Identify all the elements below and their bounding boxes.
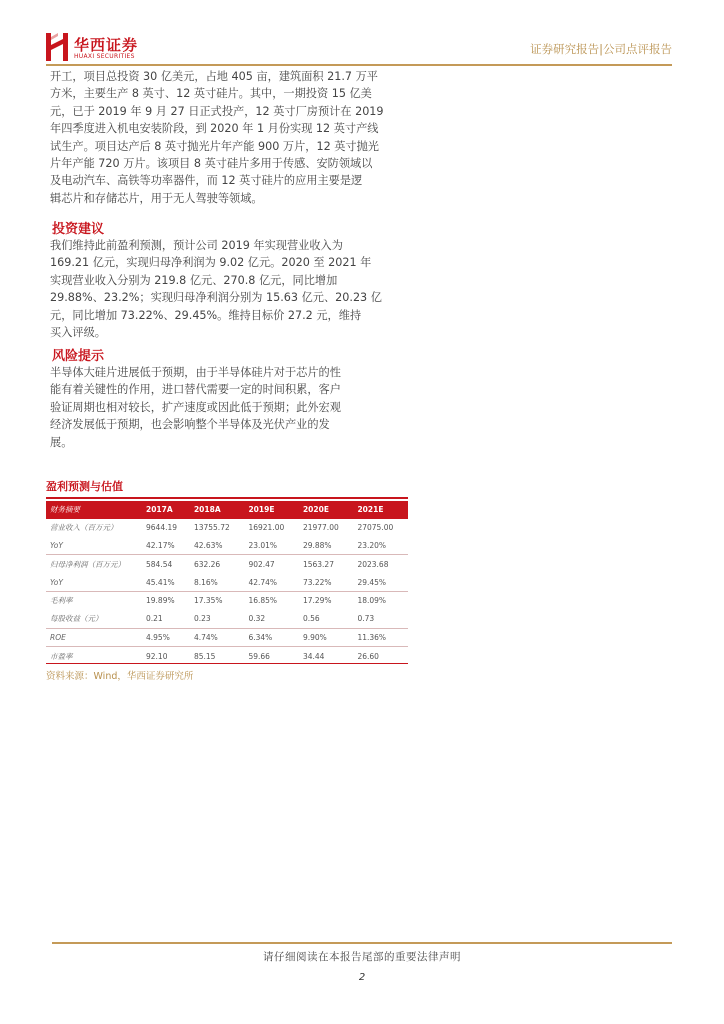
text-line: 29.88%、23.2%；实现归母净利润分别为 15.63 亿元、20.23 亿	[50, 291, 382, 305]
table-row	[46, 591, 408, 609]
table-cell: 0.56	[302, 614, 320, 624]
text-line: 能有着关键性的作用，进口替代需要一定的时间积累，客户	[50, 383, 341, 397]
table-cell: 29.45%	[357, 577, 387, 587]
investment-paragraph	[50, 237, 408, 341]
text-line: 元，同比增加 73.22%、29.45%。维持目标价 27.2 元，维持	[50, 308, 362, 322]
footer-disclaimer: 请仔细阅读在本报告尾部的重要法律声明	[263, 951, 461, 963]
table-header-cell: 2020E	[299, 501, 354, 519]
table-cell: 21977.00	[302, 523, 339, 533]
company-logo	[46, 33, 156, 63]
table-header-cell: 2017A	[142, 501, 190, 519]
forecast-table	[46, 501, 408, 665]
text-line: 经济发展低于预期，也会影响整个半导体及光伏产业的发	[50, 418, 330, 432]
table-header-cell: 财务摘要	[46, 501, 142, 519]
table-header-row	[46, 501, 408, 519]
logo-chinese-name: 华西证券	[74, 36, 139, 54]
row-label: 毛利率	[46, 591, 142, 609]
text-line: 开工，项目总投资 30 亿美元，占地 405 亩，建筑面积 21.7 万平	[50, 70, 378, 83]
table-cell: 23.01%	[248, 540, 278, 550]
table-cell: 4.74%	[190, 628, 245, 647]
table-row	[46, 610, 408, 628]
table-cell: 19.89%	[142, 591, 190, 609]
table-header-cell: 2018A	[190, 501, 245, 519]
row-label: YoY	[50, 577, 63, 587]
text-line: 买入评级。	[50, 326, 106, 340]
table-header-cell: 2021E	[353, 501, 408, 519]
text-line: 169.21 亿元，实现归母净利润为 9.02 亿元。2020 至 2021 年	[50, 256, 372, 270]
table-cell: 4.95%	[142, 628, 190, 647]
table-cell: 18.09%	[353, 591, 408, 609]
table-cell: 59.66	[244, 647, 299, 665]
table-row	[46, 555, 408, 573]
table-cell: 6.34%	[244, 628, 299, 647]
table-cell: 0.23	[193, 614, 211, 624]
table-cell: 1563.27	[299, 555, 354, 573]
table-cell: 29.88%	[302, 540, 332, 550]
table-cell: 13755.72	[193, 523, 230, 533]
table-cell: 584.54	[142, 555, 190, 573]
page-number: 2	[358, 972, 366, 983]
risk-section-title: 风险提示	[52, 349, 105, 364]
table-cell: 8.16%	[193, 577, 218, 587]
table-row	[46, 573, 408, 591]
text-line: 展。	[50, 435, 73, 449]
row-label: 每股收益（元）	[50, 614, 103, 624]
table-title-divider	[46, 497, 408, 499]
table-row	[46, 628, 408, 647]
table-source-note: 资料来源：Wind，华西证券研究所	[46, 671, 194, 682]
text-line: 方米，主要生产 8 英寸、12 英寸硅片。其中，一期投资 15 亿美	[50, 87, 372, 101]
row-label: 归母净利润（百万元）	[46, 555, 142, 573]
table-cell: 17.29%	[299, 591, 354, 609]
text-line: 片年产能 720 万片。该项目 8 英寸硅片多用于传感、安防领域以	[50, 157, 373, 171]
table-cell: 9.90%	[299, 628, 354, 647]
table-cell: 42.74%	[248, 577, 278, 587]
table-cell: 27075.00	[357, 523, 394, 533]
table-title: 盈利预测与估值	[46, 480, 123, 493]
table-cell: 73.22%	[302, 577, 332, 587]
header-divider	[46, 64, 672, 66]
text-line: 半导体大硅片进展低于预期，由于半导体硅片对于芯片的性	[50, 366, 341, 379]
logo-english-name: HUAXI SECURITIES	[74, 53, 135, 60]
table-cell: 0.32	[248, 614, 266, 624]
text-line: 我们维持此前盈利预测，预计公司 2019 年实现营业收入为	[50, 239, 343, 252]
table-cell: 2023.68	[353, 555, 408, 573]
table-cell: 16921.00	[248, 523, 285, 533]
row-label: 营业收入（百万元）	[50, 523, 118, 533]
huaxi-logo-icon	[46, 33, 68, 61]
table-row	[46, 519, 408, 537]
text-line: 实现营业收入分别为 219.8 亿元、270.8 亿元，同比增加	[50, 273, 338, 287]
table-cell: 17.35%	[190, 591, 245, 609]
table-cell: 11.36%	[353, 628, 408, 647]
table-cell: 23.20%	[357, 540, 387, 550]
row-label: YoY	[50, 540, 63, 550]
table-cell: 45.41%	[146, 577, 175, 587]
table-cell: 9644.19	[146, 523, 178, 533]
table-bottom-rule	[46, 663, 408, 664]
report-type-label: 证券研究报告|公司点评报告	[530, 42, 672, 56]
table-cell: 42.17%	[146, 540, 175, 550]
intro-paragraph	[50, 68, 408, 207]
table-cell: 26.60	[353, 647, 408, 665]
table-cell: 0.73	[357, 614, 375, 624]
text-line: 验证周期也相对较长，扩产速度或因此低于预期；此外宏观	[50, 400, 341, 414]
table-cell: 632.26	[190, 555, 245, 573]
table-row	[46, 537, 408, 555]
table-cell: 42.63%	[193, 540, 223, 550]
table-cell: 92.10	[142, 647, 190, 665]
footer-divider	[52, 942, 672, 944]
risk-paragraph	[50, 364, 408, 451]
table-cell: 34.44	[299, 647, 354, 665]
row-label: 市盈率	[46, 647, 142, 665]
text-line: 辑芯片和存储芯片，用于无人驾驶等领域。	[50, 191, 263, 205]
text-line: 年四季度进入机电安装阶段，到 2020 年 1 月份实现 12 英寸产线	[50, 122, 379, 136]
text-line: 及电动汽车、高铁等功率器件，而 12 英寸硅片的应用主要是逻	[50, 174, 363, 188]
row-label: ROE	[46, 628, 142, 647]
investment-section-title: 投资建议	[52, 222, 105, 237]
table-header-cell: 2019E	[244, 501, 299, 519]
table-cell: 16.85%	[244, 591, 299, 609]
table-cell: 0.21	[146, 614, 163, 624]
table-cell: 85.15	[190, 647, 245, 665]
table-cell: 902.47	[244, 555, 299, 573]
text-line: 试生产。项目达产后 8 英寸抛光片年产能 900 万片，12 英寸抛光	[50, 139, 379, 153]
text-line: 元，已于 2019 年 9 月 27 日正式投产，12 英寸厂房预计在 2019	[50, 104, 384, 118]
